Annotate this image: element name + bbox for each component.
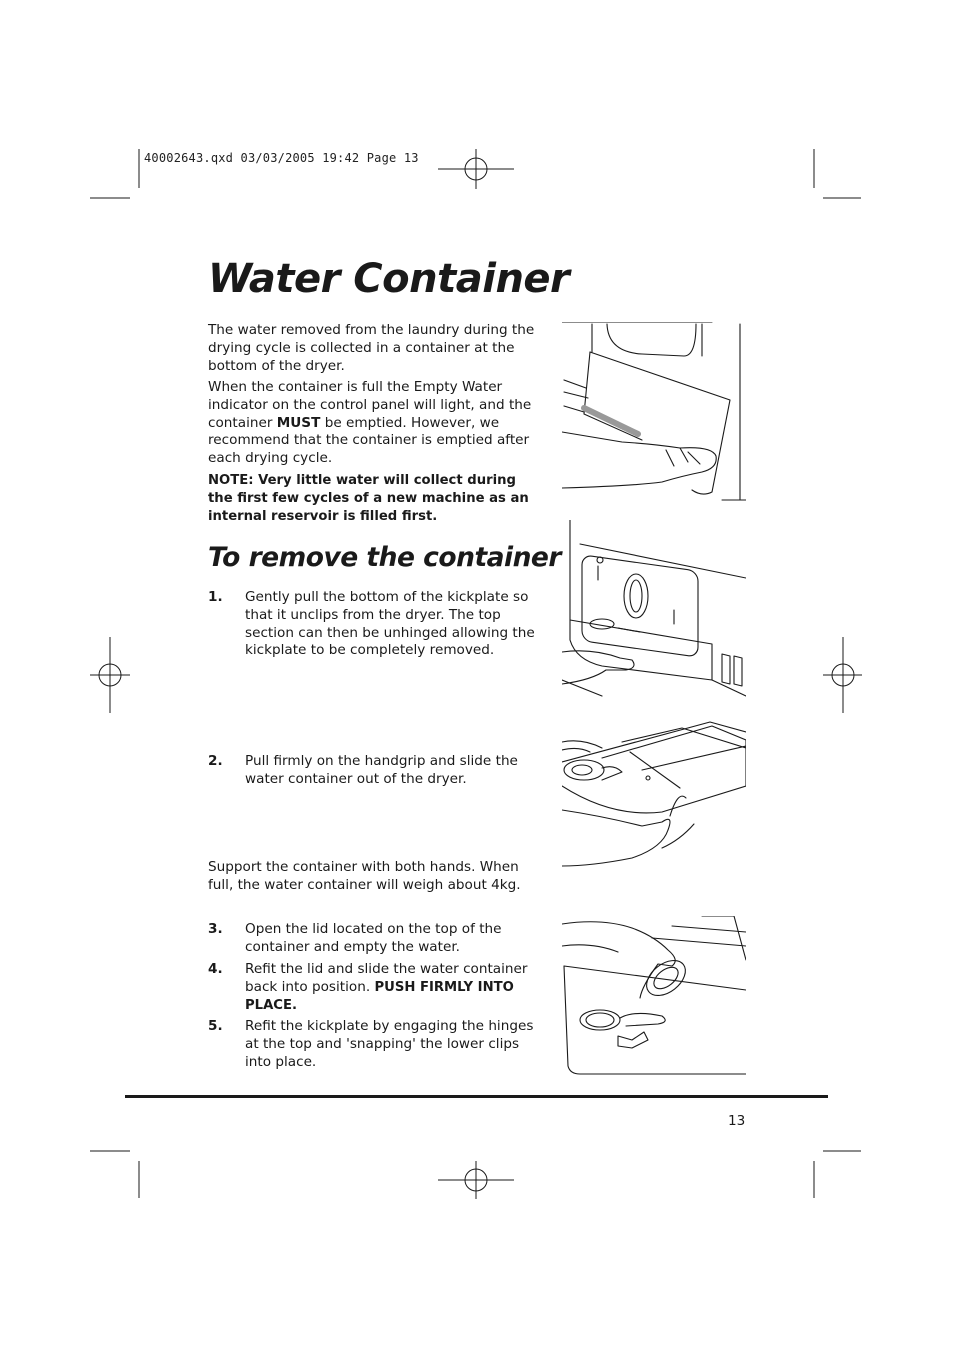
step-number: 3. — [208, 921, 223, 937]
support-note: Support the container with both hands. When full, the water container will weigh about 4kg. — [208, 859, 521, 893]
step-4 — [208, 961, 548, 1014]
step-number: 1. — [208, 589, 223, 605]
step-text: Refit the lid and slide the water container back into position. PUSH FIRMLY INTO PLACE. — [245, 961, 528, 1013]
step-number: 2. — [208, 753, 223, 769]
step-2 — [208, 753, 548, 789]
step-number: 5. — [208, 1018, 223, 1034]
section-title: To remove the container — [208, 542, 561, 573]
container-slide-out-illustration — [562, 720, 746, 880]
step-1 — [208, 589, 548, 660]
step-text: Pull firmly on the handgrip and slide the water container out of the dryer. — [245, 753, 518, 787]
step-text: Open the lid located on the top of the container and empty the water. — [245, 921, 502, 955]
step-text: Refit the kickplate by engaging the hinges at the top and 'snapping' the lower clips into place. — [245, 1018, 534, 1070]
page-title: Water Container — [208, 256, 570, 302]
footer-rule — [125, 1095, 828, 1098]
indicator-paragraph: When the container is full the Empty Water indicator on the control panel will light, and the container MUST be emptied. However, we recommend that the container is emptied after each drying cycle. — [208, 379, 532, 467]
kickplate-removal-illustration — [562, 322, 746, 504]
intro-paragraph: The water removed from the laundry during the drying cycle is collected in a container at the bottom of the dryer. — [208, 322, 535, 374]
container-front-illustration — [562, 520, 746, 702]
step-text: Gently pull the bottom of the kickplate so that it unclips from the dryer. The top section can then be unhinged allowing the kickplate to be completely removed. — [245, 589, 535, 659]
print-slug: 40002643.qxd 03/03/2005 19:42 Page 13 — [144, 151, 419, 165]
step-5 — [208, 1018, 548, 1071]
page-number: 13 — [728, 1113, 746, 1129]
step-number: 4. — [208, 961, 223, 977]
step-3 — [208, 921, 548, 957]
container-empty-illustration — [562, 916, 746, 1076]
note-paragraph: NOTE: Very little water will collect during the first few cycles of a new machine as an internal reservoir is filled first. — [208, 473, 529, 524]
